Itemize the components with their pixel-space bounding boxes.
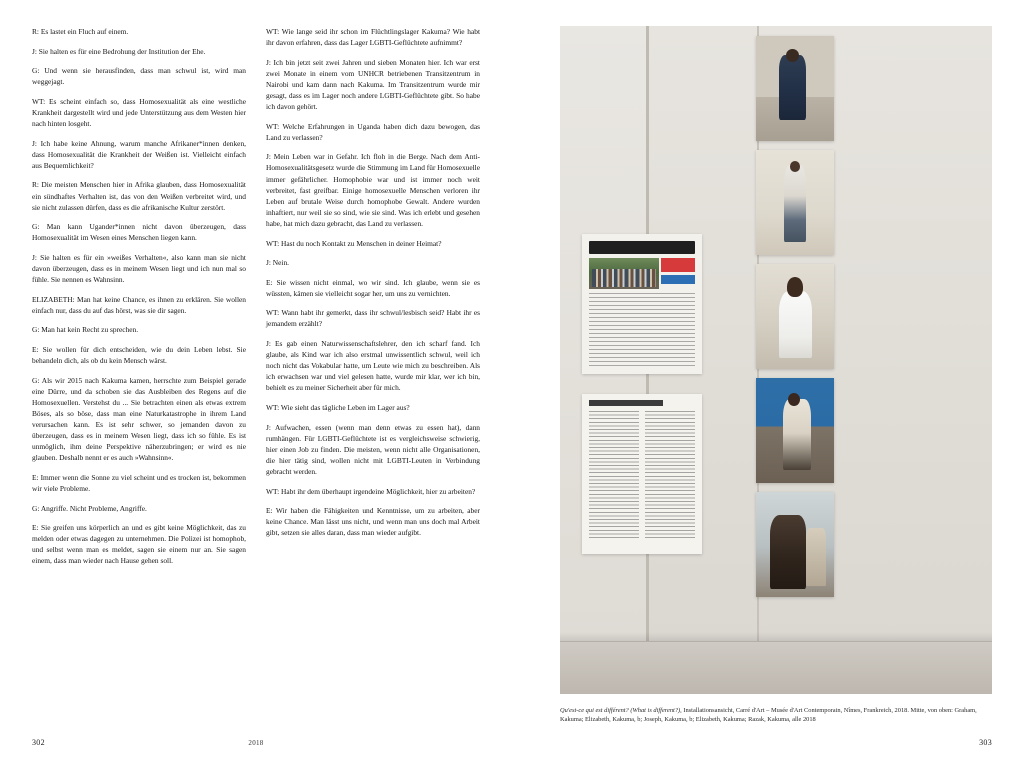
poster-headline-bar xyxy=(589,241,695,254)
artwork-elizabeth-kakuma-b xyxy=(756,150,834,255)
paragraph: J: Ich bin jetzt seit zwei Jahren und sieben Monaten hier. Ich war erst zwei Monate in einem vom UNHCR betriebenen Transitzentrum in Nairobi und kam dann nach Kakuma. Im Transitzentrum wurde mir gesagt, dass es im Lager noch andere LGBTI-Geflüchtete gibt. So habe ich davon gehört. xyxy=(266,57,480,112)
paragraph: WT: Wie sieht das tägliche Leben im Lager aus? xyxy=(266,403,410,413)
paragraph: G: Angriffe. Nicht Probleme, Angriffe. xyxy=(32,503,147,513)
plate-caption xyxy=(560,706,992,725)
paragraph: E: Sie wissen nicht einmal, wo wir sind. Ich glaube, wenn sie es wüssten, kämen sie vielleicht sogar her, um uns zu vernichten. xyxy=(266,277,480,298)
artwork-poster-panel xyxy=(582,234,702,374)
right-page xyxy=(512,0,1024,783)
paragraph: WT: Habt ihr dem überhaupt irgendeine Möglichkeit, hier zu arbeiten? xyxy=(266,486,476,496)
photo-elizabeth xyxy=(756,378,834,483)
running-head-year: 2018 xyxy=(248,739,264,747)
paragraph: J: Aufwachen, essen (wenn man denn etwas zu essen hat), dann rumhängen. Für LGBTI-Geflüchtete ist es vergleichsweise schwierig, hier einen Job zu finden. Die meisten, wenn nicht alle Organisationen, die hier tätig sind, wollen nicht mit LGBTI-Leuten in Verbindung gebracht werden. xyxy=(266,422,480,476)
paragraph: J: Es gab einen Naturwissenschaftslehrer, den ich scharf fand. Ich glaube, als Kind war ich also erstmal unwissentlich schwul, weil ich noch nicht das Vokabular hatte, um Leute wie mich zu beschreiben. Als ich erwachsen war und viel gelesen hatte, wurde mir klar, wer ich bin, behielt es zu meiner Sicherheit aber für mich. xyxy=(266,339,480,393)
paragraph: J: Ich habe keine Ahnung, warum manche Afrikaner*innen denken, dass Homosexualität die Krankheit der Weißen ist. Vielleicht einfach aus Bequemlichkeit? xyxy=(32,138,246,170)
paragraph: E: Immer wenn die Sonne zu viel scheint und es trocken ist, bekommen wir viele Probleme. xyxy=(32,472,246,493)
paragraph: J: Sie halten es für eine Bedrohung der Institution der Ehe. xyxy=(32,46,206,56)
paragraph: R: Die meisten Menschen hier in Afrika glauben, dass Homosexualität ein sündhaftes Verhalten ist, das von den Weißen verbreitet wird, und sie nicht zulassen dürfen, dass es die afrikanische Kultur zerstört. xyxy=(32,180,246,212)
artwork-graham-kakuma xyxy=(756,36,834,141)
poster-body-text xyxy=(589,293,695,366)
poster-logo-blue xyxy=(661,275,695,285)
artwork-elizabeth-kakuma xyxy=(756,378,834,483)
installation-photograph xyxy=(560,26,992,694)
column-two xyxy=(266,26,480,567)
photo-razak xyxy=(756,492,834,597)
paragraph: G: Als wir 2015 nach Kakuma kamen, herrschte zum Beispiel gerade eine Dürre, und da schoben sie das Ausbleiben des Regens auf die Homosexuellen. Verstehst du ... Sie betrachten einen als etwas extrem Böses, als so böse, dass man eine Naturkatastrophe in ihrem Land verursachen kann. Es ist sehr schwer, so jemanden davon zu überzeugen, dass es in meinem Wesen liegt, dass ich so fühle. Es ist unmöglich, ihm deine Perspektive näherzubringen; er wird es nie glauben. Deshalb nennt er es auch »Wahnsinn«. xyxy=(32,375,246,463)
text-panel-column xyxy=(589,411,639,538)
poster-logo-red xyxy=(661,258,695,272)
paragraph: G: Und wenn sie herausfinden, dass man schwul ist, wird man weggejagt. xyxy=(32,66,246,87)
photo-poster xyxy=(582,234,702,374)
paragraph: E: Sie greifen uns körperlich an und es gibt keine Möglichkeit, das zu melden oder etwas dagegen zu unternehmen. Die Polizei ist homophob, und selbst wenn man es meldet, sagen sie einem nur an. Sie sagen einem, dass man wieder nach Hause gehen soll. xyxy=(32,523,246,566)
caption-details: Installationsansicht, Carré d'Art – Musée d'Art Contemporain, Nîmes, Frankreich, 2018. Mitte, von oben: Graham, Kakuma; Elizabeth, Kakuma, b; Joseph, Kakuma, b; Elizabeth, Kakuma; Razak, Kakuma, alle 2018 xyxy=(560,707,977,724)
caption-title: Qu'est-ce qui est différent? (What is different?), xyxy=(560,707,682,714)
paragraph: R: Es lastet ein Fluch auf einem. xyxy=(32,27,129,36)
paragraph: WT: Welche Erfahrungen in Uganda haben dich dazu bewogen, das Land zu verlassen? xyxy=(266,121,480,142)
paragraph: WT: Wie lange seid ihr schon im Flüchtlingslager Kakuma? Wie habt ihr davon erfahren, dass das Lager LGBTI-Geflüchtete aufnimmt? xyxy=(266,27,480,48)
text-columns xyxy=(32,26,480,567)
paragraph: E: Sie wollen für dich entscheiden, wie du dein Leben lebst. Sie behandeln dich, als ob du kein Mensch wärst. xyxy=(32,344,246,366)
photo-elizabeth-b xyxy=(756,150,834,255)
paragraph: G: Man hat kein Recht zu sprechen. xyxy=(32,325,139,335)
gallery-floor xyxy=(560,641,992,694)
text-panel-columns xyxy=(589,411,695,538)
text-panel-title-bar xyxy=(589,400,663,406)
paragraph: G: Man kann Ugander*innen nicht davon überzeugen, dass Homosexualität im Wesen eines Menschen liegen kann. xyxy=(32,222,246,243)
text-panel-column xyxy=(645,411,695,538)
photo-graham xyxy=(756,36,834,141)
paragraph: J: Mein Leben war in Gefahr. Ich floh in die Berge. Nach dem Anti-Homosexualitätsgesetz wurde die Stimmung im Land für Homosexuelle immer gefährlicher. Homophobie war und ist immer noch weit verbreitet, fast greifbar. Einige homosexuelle Menschen verloren ihr Leben auf brutale Weise durch homophobe Gewalt. Andere wurden inhaftiert, nur weil sie so sind, wie sie sind. Was ich erlebt und gesehen habe, hat mich dazu gebracht, das Land zu verlassen. xyxy=(266,152,480,228)
paragraph: WT: Wann habt ihr gemerkt, dass ihr schwul/lesbisch seid? Habt ihr es jemandem erzählt? xyxy=(266,308,480,329)
paragraph: WT: Es scheint einfach so, dass Homosexualität als eine westliche Krankheit dargestellt wird und jede Unterstützung aus dem Westen hier nach hinten losgeht. xyxy=(32,96,246,129)
paragraph: J: Sie halten es für ein »weißes Verhalten«, also kann man sie nicht davon überzeugen, dass es in meinem Wesen liegt und ich nun mal so fühle. Sie nennen es Wahnsinn. xyxy=(32,252,246,285)
column-one xyxy=(32,26,246,567)
poster-group-photo xyxy=(589,258,659,289)
paragraph: E: Wir haben die Fähigkeiten und Kenntnisse, um zu arbeiten, aber keine Chance. Man lässt uns nicht, und wenn man uns doch mal Arbeit gibt, setzen sie alles daran, dass man wieder aufgibt. xyxy=(266,506,480,538)
page-number-right: 303 xyxy=(979,738,992,747)
paragraph: ELIZABETH: Man hat keine Chance, es ihnen zu erklären. Sie wollen einfach nur, dass du auf das hörst, was sie dir sagen. xyxy=(32,294,246,315)
paragraph: WT: Hast du noch Kontakt zu Menschen in deiner Heimat? xyxy=(266,238,442,248)
artwork-text-panel xyxy=(582,394,702,554)
artwork-razak-kakuma xyxy=(756,492,834,597)
poster-group-figures xyxy=(592,269,656,287)
page-number-left: 302 xyxy=(32,738,45,747)
photo-joseph-b xyxy=(756,264,834,369)
artwork-joseph-kakuma-b xyxy=(756,264,834,369)
photo-text-panel xyxy=(582,394,702,554)
paragraph: J: Nein. xyxy=(266,258,289,268)
